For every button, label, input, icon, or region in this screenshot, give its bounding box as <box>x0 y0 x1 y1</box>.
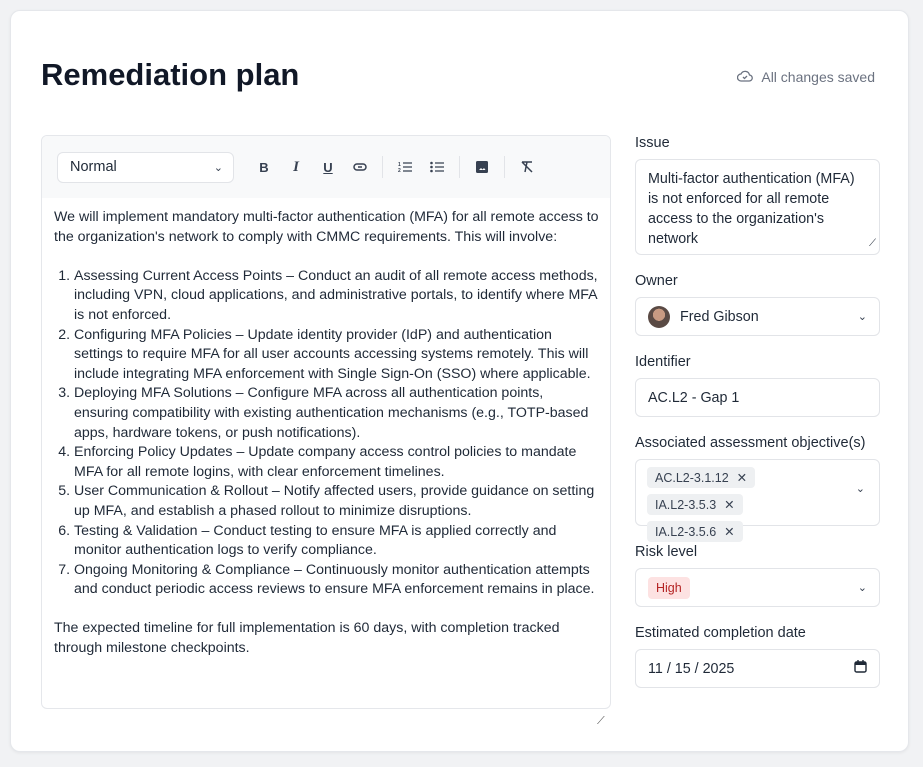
list-item: 1. Assessing Current Access Points – Conduct an audit of all remote access methods, including VPN, cloud applications, and administrative portals, to identify where MFA is not enforced. <box>74 267 600 326</box>
chevron-down-icon: ⌄ <box>857 582 867 594</box>
intro-paragraph: We will implement mandatory multi-factor authentication (MFA) for all remote access to the organization's network to comply with CMMC requirements. This will involve: <box>54 209 599 245</box>
owner-label: Owner <box>635 273 678 289</box>
remove-icon[interactable]: ✕ <box>724 498 735 512</box>
risk-select[interactable] <box>635 568 880 607</box>
calendar-icon[interactable] <box>854 660 867 677</box>
chevron-down-icon: ⌄ <box>857 311 867 323</box>
identifier-input[interactable]: AC.L2 - Gap 1 <box>635 378 880 417</box>
underline-button[interactable]: U <box>323 159 333 175</box>
list-item: 3. Deploying MFA Solutions – Configure MFA across all authentication points, ensuring compatibility with existing authentication mechanisms (e.g., TOTP-based apps, hardware tokens, or push notifications). <box>74 384 600 443</box>
steps-list <box>54 267 600 600</box>
remediation-card <box>10 10 909 752</box>
divider <box>459 156 460 178</box>
divider <box>504 156 505 178</box>
date-label: Estimated completion date <box>635 625 806 641</box>
date-input[interactable]: 11 / 15 / 2025 <box>635 649 880 688</box>
resize-handle[interactable]: ⟋ <box>869 238 876 249</box>
list-item: 6. Testing & Validation – Conduct testing to ensure MFA is applied correctly and monitor authentication logs to verify compliance. <box>74 522 600 561</box>
issue-textarea[interactable]: Multi-factor authentication (MFA) is not enforced for all remote access to the organization's network ⟋ <box>635 159 880 255</box>
objective-chip: IA.L2-3.5.6 ✕ <box>647 521 743 542</box>
risk-label: Risk level <box>635 544 698 560</box>
svg-text:1: 1 <box>398 162 401 168</box>
list-item: 4. Enforcing Policy Updates – Update company access control policies to mandate MFA for all remote logins, with clear enforcement timelines. <box>74 443 600 482</box>
chevron-down-icon: ⌄ <box>213 161 223 174</box>
clear-format-button[interactable] <box>511 161 543 173</box>
format-select[interactable]: Normal ⌄ <box>57 152 234 183</box>
italic-button[interactable]: I <box>293 158 299 175</box>
chevron-down-icon[interactable]: ⌄ <box>855 483 865 495</box>
outro-paragraph: The expected timeline for full implementation is 60 days, with completion tracked through milestone checkpoints. <box>54 620 560 657</box>
list-item: 5. User Communication & Rollout – Notify affected users, provide guidance on setting up MFA, and establish a phased rollout to minimize disruptions. <box>74 482 600 521</box>
risk-badge: High <box>648 577 690 599</box>
objectives-multiselect[interactable] <box>635 459 880 539</box>
image-button[interactable] <box>466 161 498 173</box>
svg-text:2: 2 <box>398 168 401 173</box>
owner-select[interactable]: Fred Gibson ⌄ <box>635 297 880 336</box>
objectives-label: Associated assessment objective(s) <box>635 435 866 451</box>
remove-icon[interactable]: ✕ <box>736 471 748 485</box>
page-title: Remediation plan <box>41 57 300 92</box>
remove-icon[interactable]: ✕ <box>724 525 735 539</box>
link-button[interactable] <box>344 162 376 172</box>
list-item: 7. Ongoing Monitoring & Compliance – Continuously monitor authentication attempts and conduct periodic access reviews to ensure MFA enforcement remains in place. <box>74 561 600 600</box>
editor-toolbar <box>42 136 610 198</box>
issue-label: Issue <box>635 135 670 151</box>
cloud-check-icon <box>737 69 753 85</box>
editor-content[interactable] <box>42 198 610 659</box>
bold-button[interactable]: B <box>259 159 269 175</box>
objective-chip: AC.L2-3.1.12 ✕ <box>647 467 755 488</box>
details-panel <box>635 135 880 706</box>
objective-chip: IA.L2-3.5.3 ✕ <box>647 494 743 515</box>
avatar <box>648 306 670 328</box>
divider <box>382 156 383 178</box>
bullet-list-button[interactable] <box>421 161 453 173</box>
rich-text-editor[interactable] <box>41 135 611 709</box>
identifier-label: Identifier <box>635 354 691 370</box>
save-status: All changes saved <box>737 69 875 85</box>
ordered-list-button[interactable] <box>389 161 421 173</box>
list-item: 2. Configuring MFA Policies – Update identity provider (IdP) and authentication settings to require MFA for all user accounts accessing systems remotely. This will include integrating MFA enforcement with Single Sign-On (SSO) where applicable. <box>74 326 600 385</box>
resize-handle[interactable]: ⟋ <box>597 715 605 727</box>
